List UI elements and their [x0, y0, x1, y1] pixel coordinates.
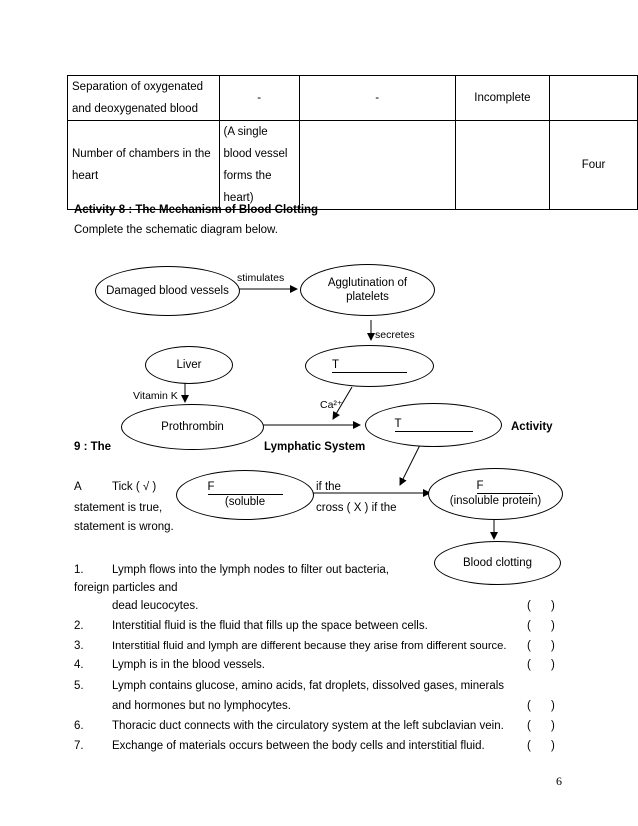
bracket-open: (	[527, 659, 531, 671]
label-calcium: Ca²⁺	[320, 399, 343, 411]
bracket-close: )	[551, 600, 555, 612]
statement-number: 1.	[74, 564, 84, 576]
bracket-close: )	[551, 740, 555, 752]
statement-text: Lymph contains glucose, amino acids, fat droplets, dissolved gases, minerals	[112, 680, 505, 692]
activity9-statement-true: statement is true,	[74, 502, 163, 514]
label-vitamin-k: Vitamin K	[133, 390, 178, 402]
bracket-open: (	[527, 700, 531, 712]
statement-text: Interstitial fluid and lymph are different because they arise from different source.	[112, 640, 507, 652]
activity9-cross: cross ( X ) if the	[316, 502, 397, 514]
bracket-close: )	[551, 659, 555, 671]
statement-number: 7.	[74, 740, 84, 752]
statement-text: and hormones but no lymphocytes.	[112, 700, 291, 712]
bracket-close: )	[551, 640, 555, 652]
activity9-label-activity: Activity	[511, 421, 553, 433]
activity8-instruction: Complete the schematic diagram below.	[74, 224, 278, 236]
statement-number: 6.	[74, 720, 84, 732]
activity9-label-title: Lymphatic System	[264, 441, 366, 453]
label-stimulates: stimulates	[237, 272, 285, 284]
t1-text: T	[332, 359, 340, 371]
statement-text: Lymph is in the blood vessels.	[112, 659, 265, 671]
f2-text: F	[476, 480, 484, 492]
bracket-open: (	[527, 620, 531, 632]
oval-liver: Liver	[145, 346, 233, 384]
activity9-tick: Tick ( √ )	[112, 481, 157, 493]
statement-text: Lymph flows into the lymph nodes to filter out bacteria,	[112, 564, 389, 576]
activity9-statement-wrong: statement is wrong.	[74, 521, 174, 533]
table-cell: Number of chambers in the heart	[68, 121, 220, 210]
table-cell: -	[219, 76, 299, 121]
oval-t2	[365, 403, 502, 447]
f1-text: F	[207, 481, 215, 493]
f1-soluble: (soluble	[224, 496, 266, 508]
statement-number: 4.	[74, 659, 84, 671]
oval-blood-clotting: Blood clotting	[434, 541, 561, 585]
statement-number: 3.	[74, 640, 84, 652]
page-number: 6	[556, 774, 562, 788]
arrow-thrombin	[400, 445, 420, 485]
bracket-open: (	[527, 740, 531, 752]
table-cell: (A single blood vessel forms the heart)	[219, 121, 299, 210]
statement-text: dead leucocytes.	[112, 600, 199, 612]
activity9-label-number: 9 : The	[74, 441, 112, 453]
statement-number: 5.	[74, 680, 84, 692]
label-secretes: secretes	[375, 329, 415, 341]
statement-number: 2.	[74, 620, 84, 632]
statement-text: Thoracic duct connects with the circulatory system at the left subclavian vein.	[112, 720, 504, 732]
oval-fibrin	[428, 468, 563, 520]
bracket-close: )	[551, 700, 555, 712]
oval-fibrinogen	[176, 470, 314, 520]
activity8-title: Activity 8 : The Mechanism of Blood Clotting	[74, 204, 319, 216]
table-cell: Incomplete	[455, 76, 549, 121]
oval-damaged-vessels: Damaged blood vessels	[95, 266, 240, 316]
table-cell: Four	[550, 121, 638, 210]
bracket-close: )	[551, 720, 555, 732]
activity9-if-the: if the	[316, 481, 341, 493]
table-cell: -	[299, 76, 455, 121]
oval-agglutination: Agglutination of platelets	[300, 264, 435, 316]
table-cell: Separation of oxygenated and deoxygenated blood	[68, 76, 220, 121]
bracket-open: (	[527, 720, 531, 732]
f2-insoluble: (insoluble protein)	[449, 495, 542, 507]
bracket-open: (	[527, 640, 531, 652]
statement-text: foreign particles and	[74, 582, 178, 594]
oval-t1	[305, 345, 434, 387]
statement-text: Interstitial fluid is the fluid that fills up the space between cells.	[112, 620, 428, 632]
activity9-a: A	[74, 481, 82, 493]
bracket-open: (	[527, 600, 531, 612]
oval-prothrombin: Prothrombin	[121, 404, 264, 450]
t2-text: T	[394, 418, 402, 430]
bracket-close: )	[551, 620, 555, 632]
statement-text: Exchange of materials occurs between the body cells and interstitial fluid.	[112, 740, 485, 752]
